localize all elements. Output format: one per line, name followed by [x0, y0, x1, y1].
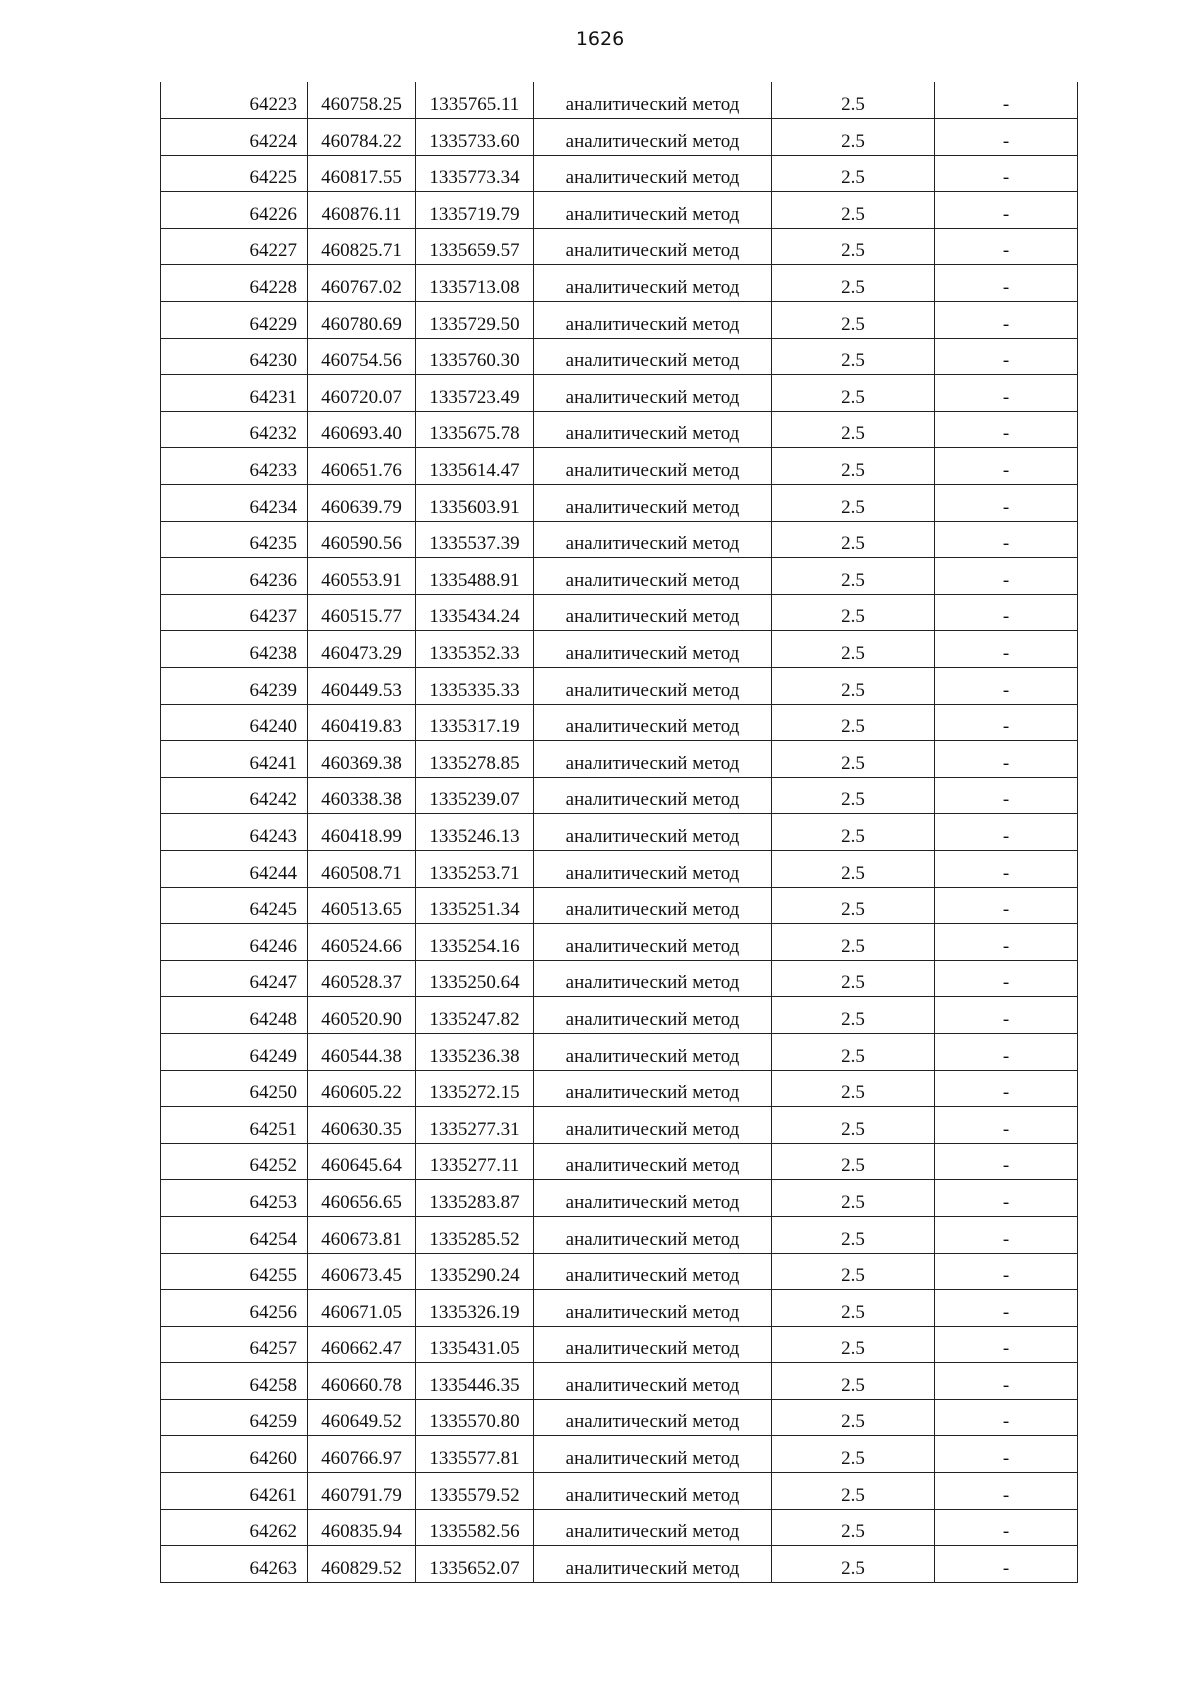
point-number-cell: 64229 [161, 302, 308, 339]
note-cell: - [935, 521, 1078, 558]
table-row [161, 960, 1078, 997]
x-coordinate-cell: 460876.11 [308, 192, 416, 229]
point-number-cell: 64258 [161, 1363, 308, 1400]
table-row [161, 704, 1078, 741]
x-coordinate-cell: 460651.76 [308, 448, 416, 485]
method-cell: аналитический метод [534, 1107, 772, 1144]
accuracy-cell: 2.5 [772, 777, 935, 814]
table-row [161, 850, 1078, 887]
y-coordinate-cell: 1335431.05 [416, 1326, 534, 1363]
accuracy-cell: 2.5 [772, 1326, 935, 1363]
table-row [161, 1180, 1078, 1217]
method-cell: аналитический метод [534, 302, 772, 339]
accuracy-cell: 2.5 [772, 997, 935, 1034]
method-cell: аналитический метод [534, 997, 772, 1034]
accuracy-cell: 2.5 [772, 1509, 935, 1546]
accuracy-cell: 2.5 [772, 924, 935, 961]
x-coordinate-cell: 460449.53 [308, 668, 416, 705]
accuracy-cell: 2.5 [772, 887, 935, 924]
x-coordinate-cell: 460758.25 [308, 82, 416, 119]
y-coordinate-cell: 1335250.64 [416, 960, 534, 997]
accuracy-cell: 2.5 [772, 960, 935, 997]
table-row [161, 1253, 1078, 1290]
note-cell: - [935, 1509, 1078, 1546]
x-coordinate-cell: 460784.22 [308, 119, 416, 156]
method-cell: аналитический метод [534, 1509, 772, 1546]
method-cell: аналитический метод [534, 375, 772, 412]
accuracy-cell: 2.5 [772, 265, 935, 302]
accuracy-cell: 2.5 [772, 594, 935, 631]
method-cell: аналитический метод [534, 668, 772, 705]
method-cell: аналитический метод [534, 887, 772, 924]
point-number-cell: 64260 [161, 1436, 308, 1473]
table-row [161, 521, 1078, 558]
y-coordinate-cell: 1335239.07 [416, 777, 534, 814]
note-cell: - [935, 375, 1078, 412]
note-cell: - [935, 485, 1078, 522]
y-coordinate-cell: 1335570.80 [416, 1399, 534, 1436]
method-cell: аналитический метод [534, 119, 772, 156]
note-cell: - [935, 741, 1078, 778]
x-coordinate-cell: 460473.29 [308, 631, 416, 668]
table-row [161, 1436, 1078, 1473]
x-coordinate-cell: 460656.65 [308, 1180, 416, 1217]
method-cell: аналитический метод [534, 1253, 772, 1290]
y-coordinate-cell: 1335582.56 [416, 1509, 534, 1546]
accuracy-cell: 2.5 [772, 338, 935, 375]
method-cell: аналитический метод [534, 155, 772, 192]
point-number-cell: 64242 [161, 777, 308, 814]
x-coordinate-cell: 460515.77 [308, 594, 416, 631]
point-number-cell: 64248 [161, 997, 308, 1034]
note-cell: - [935, 1070, 1078, 1107]
x-coordinate-cell: 460780.69 [308, 302, 416, 339]
accuracy-cell: 2.5 [772, 119, 935, 156]
accuracy-cell: 2.5 [772, 192, 935, 229]
note-cell: - [935, 448, 1078, 485]
point-number-cell: 64243 [161, 814, 308, 851]
point-number-cell: 64232 [161, 411, 308, 448]
method-cell: аналитический метод [534, 1363, 772, 1400]
y-coordinate-cell: 1335278.85 [416, 741, 534, 778]
y-coordinate-cell: 1335272.15 [416, 1070, 534, 1107]
y-coordinate-cell: 1335713.08 [416, 265, 534, 302]
x-coordinate-cell: 460419.83 [308, 704, 416, 741]
accuracy-cell: 2.5 [772, 558, 935, 595]
y-coordinate-cell: 1335290.24 [416, 1253, 534, 1290]
x-coordinate-cell: 460630.35 [308, 1107, 416, 1144]
y-coordinate-cell: 1335729.50 [416, 302, 534, 339]
table-row [161, 1216, 1078, 1253]
point-number-cell: 64259 [161, 1399, 308, 1436]
x-coordinate-cell: 460671.05 [308, 1290, 416, 1327]
point-number-cell: 64246 [161, 924, 308, 961]
method-cell: аналитический метод [534, 1033, 772, 1070]
point-number-cell: 64263 [161, 1546, 308, 1583]
table-row [161, 338, 1078, 375]
accuracy-cell: 2.5 [772, 1473, 935, 1510]
method-cell: аналитический метод [534, 1290, 772, 1327]
method-cell: аналитический метод [534, 82, 772, 119]
x-coordinate-cell: 460418.99 [308, 814, 416, 851]
x-coordinate-cell: 460508.71 [308, 850, 416, 887]
accuracy-cell: 2.5 [772, 1253, 935, 1290]
point-number-cell: 64247 [161, 960, 308, 997]
method-cell: аналитический метод [534, 558, 772, 595]
point-number-cell: 64230 [161, 338, 308, 375]
x-coordinate-cell: 460544.38 [308, 1033, 416, 1070]
coordinates-table [160, 82, 1078, 1583]
accuracy-cell: 2.5 [772, 741, 935, 778]
method-cell: аналитический метод [534, 1143, 772, 1180]
point-number-cell: 64237 [161, 594, 308, 631]
note-cell: - [935, 924, 1078, 961]
accuracy-cell: 2.5 [772, 1107, 935, 1144]
method-cell: аналитический метод [534, 1326, 772, 1363]
table-row [161, 375, 1078, 412]
note-cell: - [935, 1107, 1078, 1144]
point-number-cell: 64254 [161, 1216, 308, 1253]
note-cell: - [935, 1143, 1078, 1180]
note-cell: - [935, 411, 1078, 448]
x-coordinate-cell: 460605.22 [308, 1070, 416, 1107]
table-row [161, 1033, 1078, 1070]
accuracy-cell: 2.5 [772, 82, 935, 119]
y-coordinate-cell: 1335723.49 [416, 375, 534, 412]
y-coordinate-cell: 1335283.87 [416, 1180, 534, 1217]
y-coordinate-cell: 1335577.81 [416, 1436, 534, 1473]
y-coordinate-cell: 1335765.11 [416, 82, 534, 119]
method-cell: аналитический метод [534, 265, 772, 302]
y-coordinate-cell: 1335614.47 [416, 448, 534, 485]
x-coordinate-cell: 460662.47 [308, 1326, 416, 1363]
accuracy-cell: 2.5 [772, 1070, 935, 1107]
page-number: 1626 [575, 28, 625, 50]
accuracy-cell: 2.5 [772, 448, 935, 485]
x-coordinate-cell: 460817.55 [308, 155, 416, 192]
accuracy-cell: 2.5 [772, 631, 935, 668]
point-number-cell: 64256 [161, 1290, 308, 1327]
note-cell: - [935, 265, 1078, 302]
point-number-cell: 64251 [161, 1107, 308, 1144]
point-number-cell: 64245 [161, 887, 308, 924]
point-number-cell: 64233 [161, 448, 308, 485]
x-coordinate-cell: 460766.97 [308, 1436, 416, 1473]
table-row [161, 1290, 1078, 1327]
y-coordinate-cell: 1335773.34 [416, 155, 534, 192]
note-cell: - [935, 558, 1078, 595]
x-coordinate-cell: 460693.40 [308, 411, 416, 448]
accuracy-cell: 2.5 [772, 375, 935, 412]
accuracy-cell: 2.5 [772, 1033, 935, 1070]
point-number-cell: 64231 [161, 375, 308, 412]
accuracy-cell: 2.5 [772, 850, 935, 887]
accuracy-cell: 2.5 [772, 1363, 935, 1400]
note-cell: - [935, 192, 1078, 229]
point-number-cell: 64235 [161, 521, 308, 558]
x-coordinate-cell: 460590.56 [308, 521, 416, 558]
note-cell: - [935, 302, 1078, 339]
table-row [161, 228, 1078, 265]
method-cell: аналитический метод [534, 1436, 772, 1473]
note-cell: - [935, 887, 1078, 924]
table-row [161, 1363, 1078, 1400]
table-row [161, 448, 1078, 485]
note-cell: - [935, 1436, 1078, 1473]
table-row [161, 302, 1078, 339]
table-row [161, 668, 1078, 705]
x-coordinate-cell: 460829.52 [308, 1546, 416, 1583]
method-cell: аналитический метод [534, 850, 772, 887]
note-cell: - [935, 814, 1078, 851]
note-cell: - [935, 155, 1078, 192]
method-cell: аналитический метод [534, 1180, 772, 1217]
y-coordinate-cell: 1335253.71 [416, 850, 534, 887]
point-number-cell: 64250 [161, 1070, 308, 1107]
x-coordinate-cell: 460767.02 [308, 265, 416, 302]
point-number-cell: 64238 [161, 631, 308, 668]
accuracy-cell: 2.5 [772, 1399, 935, 1436]
method-cell: аналитический метод [534, 631, 772, 668]
accuracy-cell: 2.5 [772, 1143, 935, 1180]
method-cell: аналитический метод [534, 777, 772, 814]
point-number-cell: 64227 [161, 228, 308, 265]
y-coordinate-cell: 1335760.30 [416, 338, 534, 375]
accuracy-cell: 2.5 [772, 228, 935, 265]
table-row [161, 82, 1078, 119]
point-number-cell: 64252 [161, 1143, 308, 1180]
y-coordinate-cell: 1335488.91 [416, 558, 534, 595]
method-cell: аналитический метод [534, 1399, 772, 1436]
method-cell: аналитический метод [534, 192, 772, 229]
accuracy-cell: 2.5 [772, 668, 935, 705]
method-cell: аналитический метод [534, 960, 772, 997]
y-coordinate-cell: 1335446.35 [416, 1363, 534, 1400]
point-number-cell: 64253 [161, 1180, 308, 1217]
point-number-cell: 64225 [161, 155, 308, 192]
y-coordinate-cell: 1335326.19 [416, 1290, 534, 1327]
point-number-cell: 64244 [161, 850, 308, 887]
note-cell: - [935, 594, 1078, 631]
y-coordinate-cell: 1335246.13 [416, 814, 534, 851]
point-number-cell: 64223 [161, 82, 308, 119]
table-row [161, 558, 1078, 595]
x-coordinate-cell: 460520.90 [308, 997, 416, 1034]
method-cell: аналитический метод [534, 1070, 772, 1107]
x-coordinate-cell: 460825.71 [308, 228, 416, 265]
method-cell: аналитический метод [534, 228, 772, 265]
method-cell: аналитический метод [534, 411, 772, 448]
accuracy-cell: 2.5 [772, 1290, 935, 1327]
y-coordinate-cell: 1335434.24 [416, 594, 534, 631]
method-cell: аналитический метод [534, 521, 772, 558]
x-coordinate-cell: 460673.81 [308, 1216, 416, 1253]
table-row [161, 814, 1078, 851]
method-cell: аналитический метод [534, 741, 772, 778]
note-cell: - [935, 119, 1078, 156]
accuracy-cell: 2.5 [772, 704, 935, 741]
note-cell: - [935, 1290, 1078, 1327]
x-coordinate-cell: 460639.79 [308, 485, 416, 522]
point-number-cell: 64261 [161, 1473, 308, 1510]
y-coordinate-cell: 1335652.07 [416, 1546, 534, 1583]
y-coordinate-cell: 1335251.34 [416, 887, 534, 924]
method-cell: аналитический метод [534, 704, 772, 741]
table-row [161, 924, 1078, 961]
table-row [161, 594, 1078, 631]
accuracy-cell: 2.5 [772, 521, 935, 558]
x-coordinate-cell: 460524.66 [308, 924, 416, 961]
table-row [161, 741, 1078, 778]
accuracy-cell: 2.5 [772, 1216, 935, 1253]
note-cell: - [935, 1216, 1078, 1253]
y-coordinate-cell: 1335317.19 [416, 704, 534, 741]
note-cell: - [935, 668, 1078, 705]
note-cell: - [935, 704, 1078, 741]
table-row [161, 1509, 1078, 1546]
note-cell: - [935, 338, 1078, 375]
y-coordinate-cell: 1335277.31 [416, 1107, 534, 1144]
y-coordinate-cell: 1335719.79 [416, 192, 534, 229]
table-row [161, 411, 1078, 448]
note-cell: - [935, 997, 1078, 1034]
y-coordinate-cell: 1335579.52 [416, 1473, 534, 1510]
note-cell: - [935, 1033, 1078, 1070]
x-coordinate-cell: 460553.91 [308, 558, 416, 595]
point-number-cell: 64257 [161, 1326, 308, 1363]
method-cell: аналитический метод [534, 814, 772, 851]
note-cell: - [935, 631, 1078, 668]
note-cell: - [935, 1326, 1078, 1363]
x-coordinate-cell: 460645.64 [308, 1143, 416, 1180]
method-cell: аналитический метод [534, 1546, 772, 1583]
point-number-cell: 64234 [161, 485, 308, 522]
x-coordinate-cell: 460673.45 [308, 1253, 416, 1290]
note-cell: - [935, 1253, 1078, 1290]
note-cell: - [935, 228, 1078, 265]
table-row [161, 119, 1078, 156]
x-coordinate-cell: 460338.38 [308, 777, 416, 814]
accuracy-cell: 2.5 [772, 814, 935, 851]
y-coordinate-cell: 1335236.38 [416, 1033, 534, 1070]
x-coordinate-cell: 460513.65 [308, 887, 416, 924]
method-cell: аналитический метод [534, 448, 772, 485]
table-row [161, 1399, 1078, 1436]
point-number-cell: 64239 [161, 668, 308, 705]
x-coordinate-cell: 460720.07 [308, 375, 416, 412]
x-coordinate-cell: 460791.79 [308, 1473, 416, 1510]
accuracy-cell: 2.5 [772, 1546, 935, 1583]
y-coordinate-cell: 1335537.39 [416, 521, 534, 558]
y-coordinate-cell: 1335352.33 [416, 631, 534, 668]
table-row [161, 1326, 1078, 1363]
accuracy-cell: 2.5 [772, 485, 935, 522]
table-row [161, 1070, 1078, 1107]
point-number-cell: 64249 [161, 1033, 308, 1070]
x-coordinate-cell: 460660.78 [308, 1363, 416, 1400]
x-coordinate-cell: 460369.38 [308, 741, 416, 778]
y-coordinate-cell: 1335247.82 [416, 997, 534, 1034]
table-body [161, 82, 1078, 1582]
note-cell: - [935, 777, 1078, 814]
table-row [161, 265, 1078, 302]
note-cell: - [935, 850, 1078, 887]
y-coordinate-cell: 1335675.78 [416, 411, 534, 448]
table-row [161, 192, 1078, 229]
y-coordinate-cell: 1335277.11 [416, 1143, 534, 1180]
method-cell: аналитический метод [534, 1473, 772, 1510]
point-number-cell: 64236 [161, 558, 308, 595]
note-cell: - [935, 82, 1078, 119]
note-cell: - [935, 1546, 1078, 1583]
table-row [161, 1546, 1078, 1583]
table-row [161, 1107, 1078, 1144]
note-cell: - [935, 1473, 1078, 1510]
accuracy-cell: 2.5 [772, 1180, 935, 1217]
table-row [161, 155, 1078, 192]
method-cell: аналитический метод [534, 1216, 772, 1253]
method-cell: аналитический метод [534, 924, 772, 961]
point-number-cell: 64241 [161, 741, 308, 778]
method-cell: аналитический метод [534, 594, 772, 631]
table-row [161, 485, 1078, 522]
x-coordinate-cell: 460649.52 [308, 1399, 416, 1436]
point-number-cell: 64226 [161, 192, 308, 229]
point-number-cell: 64255 [161, 1253, 308, 1290]
y-coordinate-cell: 1335659.57 [416, 228, 534, 265]
point-number-cell: 64240 [161, 704, 308, 741]
table-row [161, 631, 1078, 668]
x-coordinate-cell: 460528.37 [308, 960, 416, 997]
point-number-cell: 64224 [161, 119, 308, 156]
table-row [161, 1473, 1078, 1510]
note-cell: - [935, 1180, 1078, 1217]
y-coordinate-cell: 1335335.33 [416, 668, 534, 705]
point-number-cell: 64228 [161, 265, 308, 302]
note-cell: - [935, 1363, 1078, 1400]
x-coordinate-cell: 460754.56 [308, 338, 416, 375]
y-coordinate-cell: 1335285.52 [416, 1216, 534, 1253]
accuracy-cell: 2.5 [772, 155, 935, 192]
accuracy-cell: 2.5 [772, 411, 935, 448]
point-number-cell: 64262 [161, 1509, 308, 1546]
y-coordinate-cell: 1335254.16 [416, 924, 534, 961]
table-row [161, 777, 1078, 814]
x-coordinate-cell: 460835.94 [308, 1509, 416, 1546]
note-cell: - [935, 1399, 1078, 1436]
method-cell: аналитический метод [534, 338, 772, 375]
table-row [161, 887, 1078, 924]
y-coordinate-cell: 1335733.60 [416, 119, 534, 156]
method-cell: аналитический метод [534, 485, 772, 522]
accuracy-cell: 2.5 [772, 1436, 935, 1473]
note-cell: - [935, 960, 1078, 997]
table-row [161, 1143, 1078, 1180]
y-coordinate-cell: 1335603.91 [416, 485, 534, 522]
table-row [161, 997, 1078, 1034]
accuracy-cell: 2.5 [772, 302, 935, 339]
